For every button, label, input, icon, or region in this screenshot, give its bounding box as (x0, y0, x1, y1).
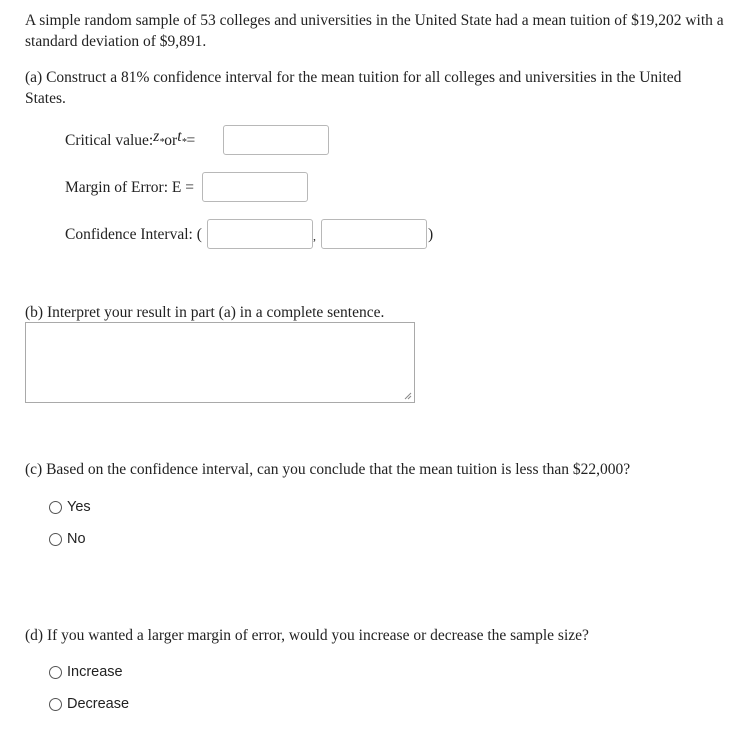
critical-value-label: Critical value: (65, 131, 154, 149)
resize-grip-icon[interactable] (404, 392, 412, 400)
ci-lower-input[interactable] (207, 219, 313, 249)
critical-z-symbol: $z_*$ (153, 128, 165, 149)
ci-separator: , (313, 229, 316, 243)
part-d-option-increase[interactable] (49, 664, 123, 680)
part-c-prompt: (c) Based on the confidence interval, can you conclude that the mean tuition is less than $22,000? (25, 461, 631, 478)
confidence-interval-row (65, 219, 202, 249)
radio-increase[interactable] (49, 666, 62, 679)
radio-increase-label[interactable]: Increase (67, 664, 123, 680)
critical-t-symbol: $t_*$ (177, 128, 187, 149)
ci-upper-input[interactable] (321, 219, 427, 249)
part-b-prompt: (b) Interpret your result in part (a) in a complete sentence. (25, 304, 385, 321)
radio-yes-label[interactable]: Yes (67, 499, 91, 515)
margin-of-error-row (65, 172, 194, 202)
margin-of-error-label: Margin of Error: E = (65, 178, 194, 196)
part-c-option-yes[interactable] (49, 499, 91, 515)
margin-of-error-input[interactable] (202, 172, 308, 202)
radio-decrease[interactable] (49, 698, 62, 711)
problem-intro: A simple random sample of 53 colleges and universities in the United State had a mean tuition of $19,202 with a standard deviation of $9,891. (25, 12, 724, 50)
radio-no[interactable] (49, 533, 62, 546)
part-d-option-decrease[interactable] (49, 696, 129, 712)
radio-no-label[interactable]: No (67, 531, 86, 547)
interpretation-textarea[interactable] (25, 322, 415, 403)
part-d-prompt: (d) If you wanted a larger margin of error, would you increase or decrease the sample size? (25, 627, 589, 644)
critical-equals: = (186, 131, 196, 149)
critical-value-row (65, 125, 197, 155)
confidence-interval-label: Confidence Interval: ( (65, 225, 202, 243)
part-a-prompt: (a) Construct a 81% confidence interval for the mean tuition for all colleges and universities in the United States. (25, 69, 682, 107)
radio-yes[interactable] (49, 501, 62, 514)
critical-or-text: or (164, 131, 178, 149)
part-c-option-no[interactable] (49, 531, 86, 547)
radio-decrease-label[interactable]: Decrease (67, 696, 130, 712)
ci-close-paren: ) (428, 226, 434, 243)
critical-value-input[interactable] (223, 125, 329, 155)
